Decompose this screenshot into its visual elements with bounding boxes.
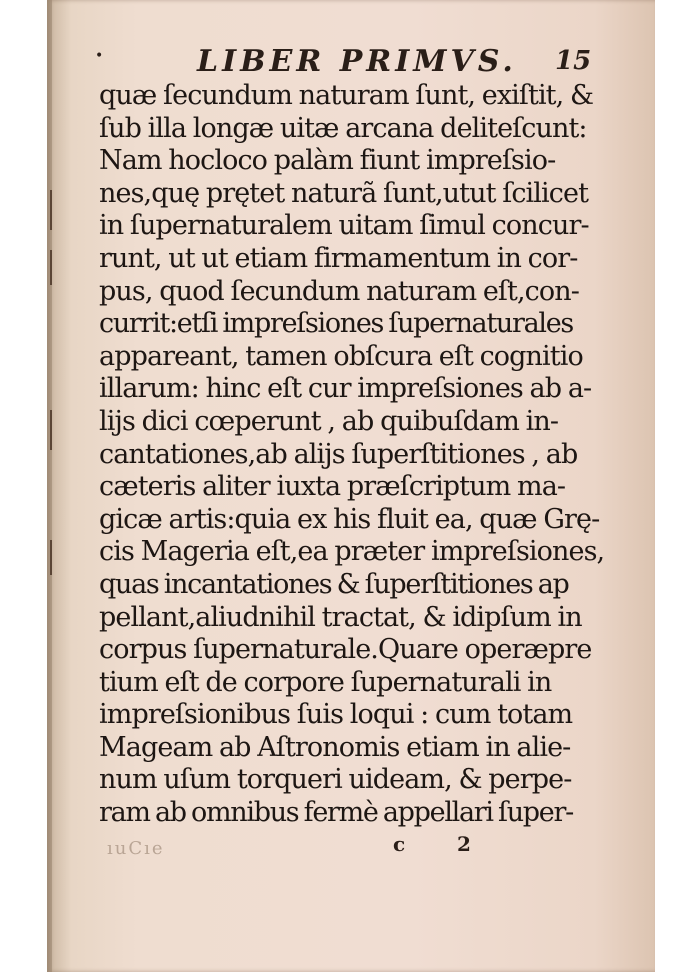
margin-mark <box>50 190 52 230</box>
text-line: ſub illa longæ uitæ arcana deliteſcunt: <box>99 112 587 144</box>
text-line: illarum: hinc eſt cur impreſsiones ab a- <box>99 373 592 405</box>
page-number: 15 <box>555 46 592 76</box>
text-line: cantationes,ab alijs ſuperſtitiones , ab <box>99 438 578 470</box>
text-line: appareant, tamen obſcura eſt cognitio <box>99 340 583 372</box>
page-header <box>47 44 655 84</box>
text-line: tium eſt de corpore ſupernaturali in <box>99 666 552 698</box>
text-line: quas incantationes & ſuperſtitiones ap <box>99 568 569 600</box>
text-line: nes,quę prętet naturã ſunt,utut ſcilicet <box>99 177 589 209</box>
spine-shadow <box>47 0 52 972</box>
text-line: gicæ artis:quia ex his fluit ea, quæ Grę- <box>99 503 600 535</box>
text-line: impreſsionibus ſuis loqui : cum totam <box>99 699 573 731</box>
text-line: pus, quod ſecundum naturam eſt,con- <box>99 275 579 307</box>
text-line: Mageam ab Aſtronomis etiam in alie- <box>99 731 571 763</box>
body-text <box>99 80 629 830</box>
signature-mark-a: c <box>393 832 406 856</box>
text-line: currit:etſi impreſsiones ſupernaturales <box>99 308 573 340</box>
text-line: Nam hocloco palàm fiunt impreſsio- <box>99 145 556 177</box>
text-line: ram ab omnibus fermè appellari ſuper- <box>99 797 573 829</box>
text-line: in ſupernaturalem uitam ſimul concur- <box>99 210 589 242</box>
text-line: num uſum torqueri uideam, & perpe- <box>99 764 572 796</box>
text-line: quæ ſecundum naturam ſunt, exiſtit, & <box>99 80 594 111</box>
text-line: corpus ſupernaturale.Quare operæpre <box>99 634 592 666</box>
signature-mark <box>47 832 655 862</box>
text-line: cæteris aliter iuxta præſcriptum ma- <box>99 471 566 503</box>
margin-mark <box>50 250 52 285</box>
text-line: lijs dici cœperunt , ab quibuſdam in- <box>99 405 559 437</box>
running-title: LIBER PRIMVS. <box>197 44 517 79</box>
text-line: cis Mageria eſt,ea præter impreſsiones, <box>99 536 605 568</box>
margin-mark <box>50 410 52 450</box>
text-line: pellant,aliudnihil tractat, & idipſum in <box>99 601 582 633</box>
signature-mark-b: 2 <box>457 832 471 856</box>
margin-mark <box>50 540 52 575</box>
bleed-through-text: ıuCıe <box>107 838 165 859</box>
header-bullet: • <box>95 48 104 64</box>
book-page <box>47 0 655 972</box>
text-line: runt, ut ut etiam firmamentum in cor- <box>99 242 578 274</box>
